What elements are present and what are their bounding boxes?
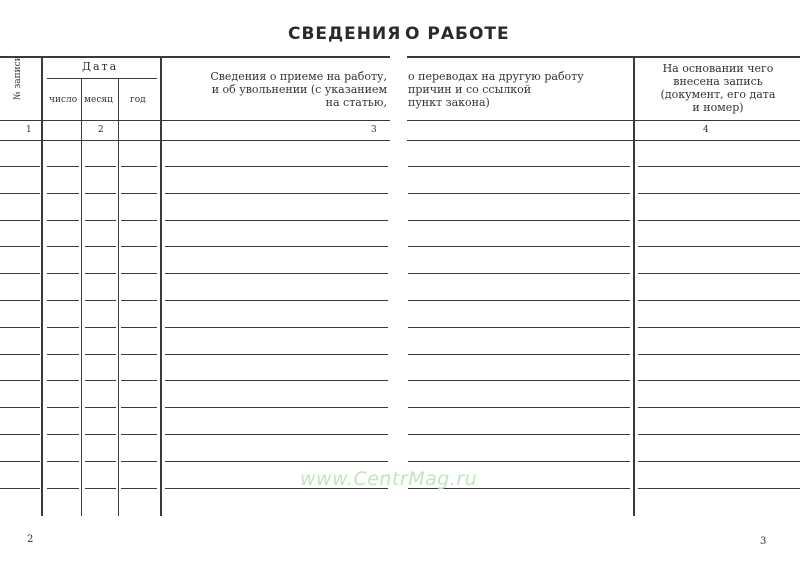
- column-number-2: 2: [98, 125, 104, 135]
- ruled-line: [165, 166, 388, 167]
- ruled-line: [408, 193, 630, 194]
- ruled-line: [408, 380, 630, 381]
- ruled-line: [165, 220, 388, 221]
- title-part-2: О РАБОТЕ: [405, 24, 510, 44]
- ruled-line: [47, 354, 79, 355]
- ruled-line: [121, 246, 157, 247]
- ruled-line: [0, 380, 40, 381]
- ruled-line: [47, 488, 79, 489]
- ruled-line: [47, 193, 79, 194]
- ruled-line: [47, 273, 79, 274]
- col-divider-3: [633, 56, 635, 516]
- ruled-line: [0, 461, 40, 462]
- ruled-line: [638, 488, 800, 489]
- ruled-line: [0, 354, 40, 355]
- ruled-line: [121, 327, 157, 328]
- ruled-line: [85, 354, 116, 355]
- ruled-line: [85, 380, 116, 381]
- info-right-line-1: о переводах на другую работу: [408, 70, 584, 83]
- col-divider-1: [41, 56, 43, 516]
- title-part-1: СВЕДЕНИЯ: [288, 24, 402, 44]
- ruled-line: [47, 246, 79, 247]
- basis-line-4: и номер): [692, 101, 744, 114]
- ruled-line: [121, 461, 157, 462]
- ruled-line: [408, 354, 630, 355]
- ruled-line: [0, 246, 40, 247]
- ruled-line: [47, 220, 79, 221]
- ruled-line: [638, 300, 800, 301]
- ruled-line: [638, 354, 800, 355]
- ruled-line: [165, 354, 388, 355]
- column-number-4: 4: [703, 125, 709, 135]
- ruled-line: [165, 273, 388, 274]
- ruled-line: [121, 488, 157, 489]
- ruled-line: [0, 488, 40, 489]
- page-number-left: 2: [27, 534, 34, 545]
- ruled-line: [0, 407, 40, 408]
- ruled-line: [85, 220, 116, 221]
- date-subcol-divider-1: [81, 78, 82, 516]
- ruled-line: [408, 327, 630, 328]
- ruled-line: [165, 300, 388, 301]
- column-number-1: 1: [26, 125, 32, 135]
- ruled-line: [121, 166, 157, 167]
- info-left-line-1: Сведения о приеме на работу,: [210, 70, 387, 83]
- ruled-line: [408, 300, 630, 301]
- ruled-line: [638, 246, 800, 247]
- ruled-line: [0, 300, 40, 301]
- ruled-line: [0, 273, 40, 274]
- info-left-line-3: на статью,: [325, 96, 387, 109]
- entry-number-header: № записи: [13, 55, 23, 100]
- ruled-line: [85, 300, 116, 301]
- info-right-line-3: пункт закона): [408, 96, 490, 109]
- ruled-line: [638, 220, 800, 221]
- ruled-line: [638, 166, 800, 167]
- ruled-line: [47, 327, 79, 328]
- ruled-line: [121, 354, 157, 355]
- ruled-line: [85, 434, 116, 435]
- info-header-right: [408, 70, 630, 109]
- ruled-line: [121, 407, 157, 408]
- basis-line-1: На основании чего: [662, 62, 774, 75]
- ruled-line: [408, 166, 630, 167]
- ruled-line: [408, 434, 630, 435]
- ruled-line: [0, 327, 40, 328]
- ruled-line: [165, 327, 388, 328]
- ruled-line: [165, 407, 388, 408]
- ruled-line: [47, 166, 79, 167]
- ruled-line: [408, 220, 630, 221]
- ruled-line: [85, 407, 116, 408]
- ruled-line: [165, 461, 388, 462]
- basis-line-2: внесена запись: [673, 75, 763, 88]
- ruled-line: [638, 327, 800, 328]
- ruled-line: [165, 246, 388, 247]
- month-header: месяц: [84, 95, 113, 105]
- ruled-line: [47, 461, 79, 462]
- ruled-line: [638, 461, 800, 462]
- ruled-line: [408, 246, 630, 247]
- ruled-line: [85, 193, 116, 194]
- ruled-line: [85, 327, 116, 328]
- date-header-divider: [47, 78, 157, 79]
- day-header: число: [49, 95, 78, 105]
- ruled-line: [165, 193, 388, 194]
- ruled-line: [0, 166, 40, 167]
- ruled-line: [85, 273, 116, 274]
- ruled-line: [121, 220, 157, 221]
- ruled-line: [165, 434, 388, 435]
- ruled-line: [47, 407, 79, 408]
- page-number-right: 3: [760, 536, 767, 547]
- ruled-line: [47, 380, 79, 381]
- ruled-line: [638, 193, 800, 194]
- ruled-line: [121, 380, 157, 381]
- ruled-line: [0, 193, 40, 194]
- ruled-line: [121, 193, 157, 194]
- info-header-left: [165, 70, 387, 109]
- ruled-line: [85, 461, 116, 462]
- ruled-line: [408, 461, 630, 462]
- info-left-line-2: и об увольнении (с указанием: [211, 83, 387, 96]
- ruled-line: [85, 488, 116, 489]
- ruled-line: [0, 220, 40, 221]
- ruled-line: [0, 434, 40, 435]
- col-divider-2: [160, 56, 162, 516]
- ruled-line: [638, 273, 800, 274]
- year-header: год: [130, 95, 146, 105]
- ruled-line: [121, 273, 157, 274]
- date-subcol-divider-2: [118, 78, 119, 516]
- ruled-line: [85, 246, 116, 247]
- date-header: Дата: [82, 60, 119, 73]
- ruled-line: [408, 273, 630, 274]
- ruled-line: [638, 434, 800, 435]
- ruled-line: [47, 434, 79, 435]
- basis-line-3: (документ, его дата: [660, 88, 776, 101]
- ruled-line: [408, 407, 630, 408]
- ruled-line: [638, 380, 800, 381]
- ruled-line: [165, 380, 388, 381]
- ruled-line: [121, 434, 157, 435]
- ruled-line: [85, 166, 116, 167]
- column-number-3: 3: [371, 125, 377, 135]
- ruled-line: [121, 300, 157, 301]
- watermark: www.CentrMag.ru: [300, 468, 478, 490]
- ruled-line: [638, 407, 800, 408]
- ruled-line: [47, 300, 79, 301]
- basis-header: [636, 62, 800, 114]
- info-right-line-2: причин и со ссылкой: [408, 83, 532, 96]
